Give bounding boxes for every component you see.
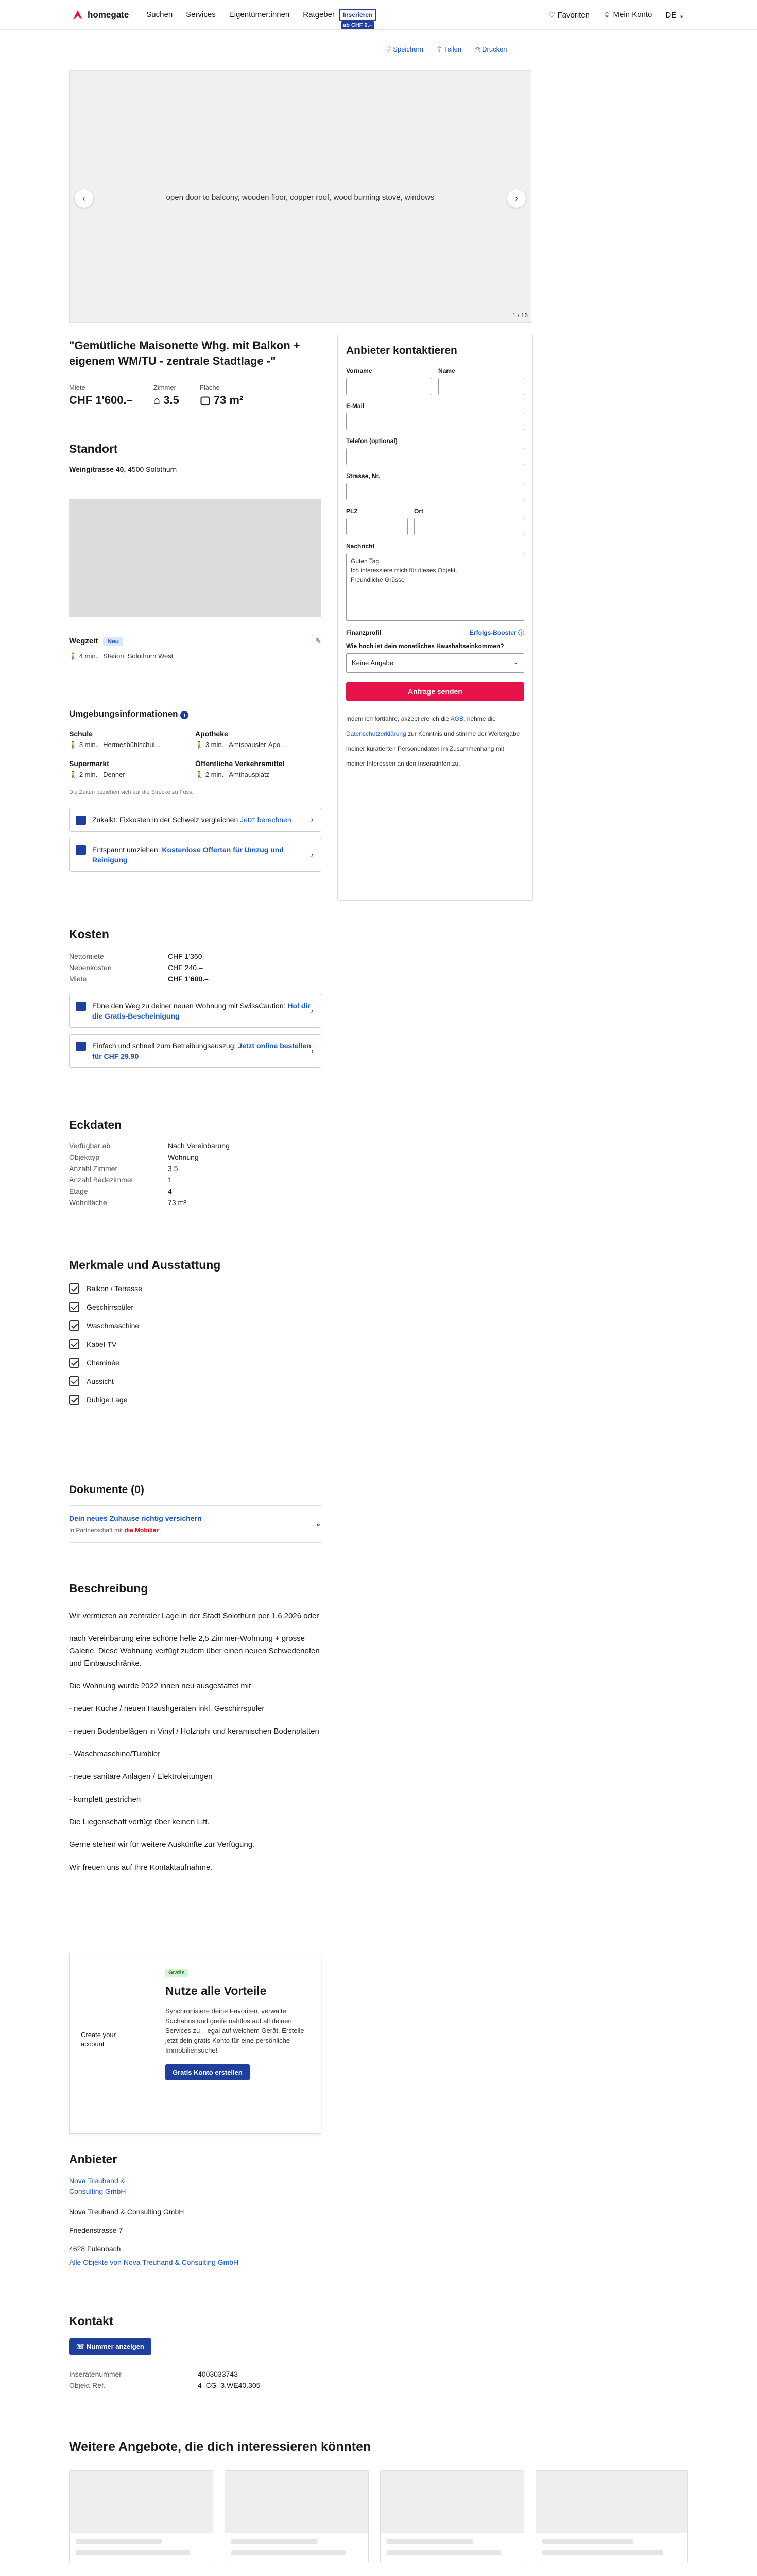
legal-text-1: Indem ich fortfahre, akzeptiere ich die <box>346 715 450 722</box>
create-account-text: Create your account <box>81 2031 116 2048</box>
walk-icon: 🚶 <box>195 771 204 778</box>
walk-icon: 🚶 <box>69 741 78 749</box>
walk-icon: 🚶 <box>195 741 204 749</box>
keydata-table <box>69 1140 321 1208</box>
features-heading: Merkmale und Ausstattung <box>69 1258 221 1272</box>
gallery-image-caption: open door to balcony, wooden floor, copper roof, wood burning stove, windows <box>166 193 435 202</box>
poi-item <box>69 759 195 779</box>
info-icon: ⓘ <box>518 629 524 636</box>
show-number-label: Nummer anzeigen <box>86 2343 144 2350</box>
offer-card-skeleton[interactable] <box>69 2470 213 2563</box>
account-label: Mein Konto <box>613 10 652 19</box>
finance-row <box>346 628 524 637</box>
keydata-row <box>69 1185 321 1197</box>
street-input[interactable] <box>346 483 524 500</box>
brand-name: homegate <box>88 9 129 20</box>
main-nav <box>146 10 335 19</box>
cost-value: CHF 240.– <box>168 963 203 972</box>
name-label: Name <box>438 367 455 375</box>
nav-eigentuemer[interactable]: Eigentümer:innen <box>229 10 290 19</box>
rooms-label: Zimmer <box>153 384 176 392</box>
chevron-right-icon: › <box>311 816 314 824</box>
gallery-counter: 1 / 16 <box>512 312 528 319</box>
phone-icon: ☏ <box>76 2343 85 2350</box>
feature-item <box>69 1298 321 1316</box>
fixkosten-link[interactable]: Jetzt berechnen <box>240 816 291 824</box>
feature-item <box>69 1335 321 1353</box>
plz-input[interactable] <box>346 518 408 535</box>
name-input[interactable] <box>438 378 524 395</box>
skeleton-line <box>231 2539 317 2544</box>
offer-card-skeleton[interactable] <box>536 2470 688 2563</box>
surroundings-heading <box>69 709 321 719</box>
poi-title: Öffentliche Verkehrsmittel <box>195 759 285 768</box>
cost-row <box>69 951 321 962</box>
contact-value: 4003033743 <box>198 2370 238 2378</box>
area-fact <box>200 384 243 407</box>
feature-label: Kabel-TV <box>87 1340 117 1348</box>
create-account-card <box>69 1953 321 2134</box>
poi-detail <box>69 741 195 749</box>
cost-key: Nebenkosten <box>69 963 112 972</box>
divider <box>69 1542 321 1543</box>
provider-address <box>69 2207 321 2254</box>
poi-time: 2 min. <box>79 771 98 778</box>
feature-label: Ruhige Lage <box>87 1396 128 1404</box>
check-icon <box>69 1320 79 1331</box>
skeleton-line <box>76 2550 190 2555</box>
provider-section <box>69 2153 321 2266</box>
keydata-value: 1 <box>168 1176 172 1184</box>
address-street: Weingitrasse 40, <box>69 465 126 473</box>
rooms-value <box>153 394 179 407</box>
nav-services[interactable]: Services <box>186 10 216 19</box>
check-icon <box>69 1358 79 1368</box>
chevron-left-icon: ‹ <box>82 193 85 204</box>
share-label: Teilen <box>444 45 462 53</box>
listing-title: "Gemütliche Maisonette Whg. mit Balkon + eigenem WM/TU - zentrale Stadtlage -" <box>69 339 300 367</box>
keydata-row <box>69 1174 321 1185</box>
contact-key: Objekt-Ref. <box>69 2381 106 2389</box>
cost-key: Nettomiete <box>69 952 104 960</box>
check-icon <box>69 1376 79 1386</box>
description-paragraph: - neuer Küche / neuen Haushgeräten inkl. Geschirrspüler <box>69 1704 265 1713</box>
divider <box>69 1505 321 1506</box>
keydata-value: 4 <box>168 1187 172 1195</box>
rent-label: Miete <box>69 384 85 392</box>
surroundings-heading-text: Umgebungsinformationen <box>69 709 178 719</box>
info-icon[interactable]: i <box>180 711 188 719</box>
poi-item <box>195 730 321 749</box>
description-paragraph: - komplett gestrichen <box>69 1795 141 1804</box>
agb-link[interactable]: AGB <box>450 715 464 722</box>
contact-heading: Kontakt <box>69 2314 113 2328</box>
swisscaution-text: Ebne den Weg zu deiner neuen Wohnung mit SwissCaution: <box>92 1002 286 1010</box>
homegate-logo[interactable] <box>72 9 129 21</box>
address <box>69 465 321 473</box>
mobiliar-logo: die Mobiliar <box>124 1527 159 1534</box>
gratis-badge: Gratis <box>165 1969 188 1977</box>
truck-icon <box>76 845 86 855</box>
poi-name: Amthausplatz <box>229 771 270 778</box>
email-label: E-Mail <box>346 402 365 410</box>
insurance-block[interactable] <box>69 1514 321 1534</box>
poi-title: Schule <box>69 730 93 738</box>
create-account-button[interactable]: Gratis Konto erstellen <box>165 2064 250 2080</box>
description-paragraph: - neuen Bodenbelägen in Vinyl / Holzriphi und keramischen Bodenplatten <box>69 1727 319 1736</box>
feature-item <box>69 1316 321 1335</box>
poi-name: Denner <box>103 771 125 778</box>
description-paragraph: Gerne stehen wir für weitere Auskünfte zur Verfügung. <box>69 1840 255 1849</box>
betreibung-text: Einfach und schnell zum Betreibungsauszug: <box>92 1042 236 1050</box>
check-icon <box>69 1395 79 1405</box>
nav-suchen[interactable]: Suchen <box>146 10 173 19</box>
umzug-card[interactable] <box>69 838 321 872</box>
skeleton-line <box>231 2550 346 2555</box>
homegate-logo-icon <box>72 9 83 21</box>
umzug-link[interactable]: Kostenlose Offerten für Umzug und Reinigung <box>92 845 284 864</box>
features-list <box>69 1279 321 1409</box>
check-icon <box>69 1283 79 1294</box>
plz-label: PLZ <box>346 507 358 515</box>
image-gallery[interactable] <box>69 70 531 323</box>
feature-item <box>69 1279 321 1298</box>
description-paragraph: Wir freuen uns auf Ihre Kontaktaufnahme. <box>69 1863 213 1872</box>
area-value <box>200 394 243 407</box>
poi-time: 3 min. <box>79 741 98 749</box>
rooms-number: 3.5 <box>163 394 179 406</box>
poi-detail <box>69 771 195 779</box>
share-icon: ⇪ <box>436 45 442 53</box>
fixkosten-card[interactable] <box>69 808 321 832</box>
keydata-value: 73 m² <box>168 1198 186 1207</box>
feature-item <box>69 1353 321 1372</box>
partner-label: In Partnerschaft mit <box>69 1527 123 1534</box>
costs-heading: Kosten <box>69 927 109 941</box>
commute-time: 4 min. <box>79 652 98 660</box>
keydata-key: Objekttyp <box>69 1153 100 1161</box>
swisscaution-link[interactable]: Hol dir die Gratis-Bescheinigung <box>92 1002 311 1020</box>
surroundings-section <box>69 709 321 872</box>
poi-item <box>195 759 321 779</box>
keydata-row <box>69 1140 321 1151</box>
more-offers-heading: Weitere Angebote, die dich interessieren könnten <box>69 2439 371 2454</box>
description-paragraph: - Waschmaschine/Tumbler <box>69 1750 161 1758</box>
form-heading: Anbieter kontaktieren <box>346 345 457 357</box>
area-icon: ▢ <box>199 394 211 406</box>
email-input[interactable] <box>346 413 524 430</box>
favorites-label: Favoriten <box>557 10 590 20</box>
keydata-row <box>69 1151 321 1163</box>
message-label: Nachricht <box>346 543 375 550</box>
privacy-link[interactable]: Datenschutzerklärung <box>346 730 406 737</box>
skeleton-image <box>70 2471 213 2533</box>
benefits-heading: Nutze alle Vorteile <box>165 1984 267 1997</box>
commute-info <box>69 652 321 660</box>
account-link[interactable] <box>603 10 652 19</box>
language-label: DE <box>665 10 677 20</box>
commute-destination: Station: Solothurn West <box>103 652 174 660</box>
chevron-down-icon: ⌄ <box>678 10 685 20</box>
rent-value: CHF 1'600.– <box>69 394 133 406</box>
cost-row <box>69 962 321 973</box>
heart-icon: ♡ <box>548 10 556 20</box>
contact-key: Inseratenummer <box>69 2370 122 2378</box>
address-city: 4500 Solothurn <box>128 465 177 473</box>
location-map[interactable] <box>69 499 321 617</box>
inserieren-label: Inserieren <box>343 11 373 19</box>
offer-card-skeleton[interactable] <box>225 2470 369 2563</box>
commute-section <box>69 637 321 673</box>
keydata-key: Anzahl Zimmer <box>69 1164 118 1173</box>
features-section <box>69 1258 321 1409</box>
street-label: Strasse, Nr. <box>346 472 381 480</box>
location-heading: Standort <box>69 442 118 455</box>
walk-icon: 🚶 <box>69 652 78 660</box>
cost-value: CHF 1'600.– <box>168 975 209 983</box>
poi-time: 3 min. <box>205 741 224 749</box>
provider-logo-link[interactable]: Nova Treuhand & Consulting GmbH <box>69 2177 126 2195</box>
description-paragraph: Die Liegenschaft verfügt über keinen Lift. <box>69 1818 210 1826</box>
print-button[interactable] <box>475 45 507 54</box>
feature-label: Aussicht <box>87 1377 114 1385</box>
contact-form <box>337 334 533 901</box>
chevron-right-icon: › <box>311 1007 314 1015</box>
income-select-value: Keine Angabe <box>352 659 393 667</box>
check-icon <box>69 1302 79 1312</box>
inserieren-price-tag: ab CHF 0.– <box>341 21 374 29</box>
income-select[interactable] <box>346 653 524 673</box>
edit-icon[interactable]: ✎ <box>315 637 321 645</box>
documents-section <box>69 1484 321 1543</box>
poi-name: Amtsbausler-Apo... <box>229 741 286 749</box>
poi-detail <box>195 771 321 779</box>
feature-item <box>69 1391 321 1409</box>
provider-city: 4628 Fulenbach <box>69 2245 121 2253</box>
legal-text-2: , nehme die <box>463 715 496 722</box>
chevron-right-icon: › <box>515 193 518 204</box>
feature-label: Cheminée <box>87 1359 119 1367</box>
legal-text <box>346 711 524 771</box>
betreibung-link[interactable]: Jetzt online bestellen für CHF 29.90 <box>92 1042 311 1060</box>
check-icon <box>69 1339 79 1349</box>
contact-row <box>69 2380 321 2391</box>
nav-ratgeber[interactable]: Ratgeber <box>303 10 335 19</box>
feature-label: Balkon / Terrasse <box>87 1284 142 1293</box>
rent-fact <box>69 384 133 407</box>
keydata-key: Wohnfläche <box>69 1198 107 1207</box>
heart-icon: ♡ <box>385 45 391 53</box>
poi-item <box>69 730 195 749</box>
shield-icon <box>76 1002 86 1011</box>
chevron-right-icon: › <box>311 1047 314 1056</box>
rooms-icon: ⌂ <box>153 394 161 406</box>
vorname-label: Vorname <box>346 367 372 375</box>
provider-heading: Anbieter <box>69 2153 117 2166</box>
message-textarea[interactable]: Guten Tag Ich interessiere mich für dieses Objekt. Freundliche Grüsse <box>346 553 524 621</box>
poi-detail <box>195 741 321 749</box>
walk-icon: 🚶 <box>69 771 78 778</box>
print-label: Drucken <box>482 45 507 53</box>
commute-title <box>69 637 321 646</box>
finance-booster-link[interactable] <box>470 628 524 637</box>
poi-name: Hermesbühlschul... <box>103 741 161 749</box>
skeleton-line <box>76 2539 162 2544</box>
ort-label: Ort <box>414 507 423 515</box>
legal-text-3: zur Kenntnis und stimme der Weitergabe meiner kuratierten Personendaten im Zusammenhang mit meiner Interessen an den Inseratinfen zu. <box>346 730 520 767</box>
favorites-link[interactable] <box>548 10 590 20</box>
benefits-content <box>165 1968 315 2080</box>
keydata-value: 3.5 <box>168 1164 178 1173</box>
provider-name: Nova Treuhand & Consulting GmbH <box>69 2208 184 2216</box>
chevron-down-icon: ⌄ <box>315 1519 321 1528</box>
costs-section <box>69 927 321 1068</box>
costs-table <box>69 951 321 985</box>
area-number: 73 m² <box>213 394 244 406</box>
listing-actions <box>385 45 507 54</box>
site-header <box>0 0 757 30</box>
benefits-text: Synchronisiere deine Favoriten, verwalte Suchabos und greife nahtlos auf all deinen Services zu – egal auf welchem Gerät. Erstelle jetzt dein gratis Konto für eine persönliche Immobiliensuche! <box>165 2007 304 2054</box>
skeleton-line <box>542 2550 663 2555</box>
keydata-key: Etage <box>69 1187 88 1195</box>
contact-section <box>69 2314 321 2391</box>
rooms-fact <box>153 384 179 407</box>
poi-grid <box>69 730 321 789</box>
insurance-link[interactable]: Dein neues Zuhause richtig versichern <box>69 1514 202 1522</box>
user-icon: ☺ <box>603 10 611 19</box>
keydata-section <box>69 1118 321 1208</box>
keydata-value: Nach Vereinbarung <box>168 1142 230 1150</box>
language-select[interactable] <box>665 10 685 20</box>
poi-title: Apotheke <box>195 730 228 738</box>
partner-line <box>69 1527 321 1534</box>
provider-street: Friedenstrasse 7 <box>69 2226 123 2234</box>
show-number-button[interactable] <box>69 2338 151 2355</box>
commute-title-text: Wegzeit <box>69 637 98 646</box>
keydata-key: Anzahl Badezimmer <box>69 1176 134 1184</box>
cost-value: CHF 1'360.– <box>168 952 209 960</box>
vorname-input[interactable] <box>346 378 432 395</box>
swisscaution-card[interactable] <box>69 994 321 1028</box>
contact-table <box>69 2368 321 2391</box>
skeleton-line <box>387 2539 473 2544</box>
poi-title: Supermarkt <box>69 759 109 768</box>
save-label: Speichern <box>393 45 423 53</box>
feature-label: Geschirrspüler <box>87 1303 134 1311</box>
finance-label: Finanzprofil <box>346 629 381 636</box>
finance-question: Wie hoch ist dein monatliches Haushaltseinkommen? <box>346 642 504 650</box>
contact-value: 4_CG_3.WE40.305 <box>198 2381 261 2389</box>
poi-time: 2 min. <box>205 771 224 778</box>
feature-item <box>69 1372 321 1391</box>
print-icon: ⎙ <box>475 45 480 53</box>
keydata-row <box>69 1163 321 1174</box>
new-badge: Neu <box>103 637 123 646</box>
offer-card-skeleton[interactable] <box>380 2470 524 2563</box>
description-paragraph: Wir vermieten an zentraler Lage in der Stadt Solothurn per 1.6.2026 oder <box>69 1612 319 1620</box>
key-facts <box>69 384 243 407</box>
contact-row <box>69 2368 321 2380</box>
keydata-row <box>69 1197 321 1208</box>
document-icon <box>76 1042 86 1051</box>
area-label: Fläche <box>199 384 220 392</box>
chevron-right-icon: › <box>311 851 314 859</box>
phone-label: Telefon (optional) <box>346 437 398 445</box>
keydata-value: Wohnung <box>168 1153 199 1161</box>
fixkosten-text: Zukalkt: Fixkosten in der Schweiz vergleichen <box>92 816 238 824</box>
description-section <box>69 1582 321 1884</box>
phone-input[interactable] <box>346 448 524 465</box>
skeleton-image <box>536 2471 687 2533</box>
poi-note: Die Zeiten beziehen sich auf die Strecke zu Fuss. <box>69 789 194 795</box>
gallery-prev-button[interactable] <box>75 189 93 208</box>
feature-label: Waschmaschine <box>87 1321 140 1330</box>
description-paragraph: - neue sanitäre Anlagen / Elektroleitungen <box>69 1772 213 1781</box>
skeleton-image <box>225 2471 368 2533</box>
location-section <box>69 442 321 473</box>
submit-request-button[interactable]: Anfrage senden <box>346 682 524 701</box>
keydata-heading: Eckdaten <box>69 1118 122 1131</box>
save-button[interactable] <box>385 45 423 54</box>
skeleton-line <box>387 2550 501 2555</box>
documents-heading: Dokumente (0) <box>69 1484 144 1496</box>
description-heading: Beschreibung <box>69 1582 148 1595</box>
ort-input[interactable] <box>414 518 524 535</box>
share-button[interactable] <box>437 45 461 54</box>
inserieren-button[interactable] <box>339 9 376 28</box>
calculator-icon <box>76 816 86 825</box>
skeleton-line <box>542 2539 633 2544</box>
cost-key: Miete <box>69 975 87 983</box>
cost-row <box>69 973 321 985</box>
gallery-next-button[interactable] <box>507 189 526 208</box>
all-objects-link[interactable]: Alle Objekte von Nova Treuhand & Consulting GmbH <box>69 2258 239 2266</box>
umzug-text: Entspannt umziehen: <box>92 845 160 854</box>
keydata-key: Verfügbar ab <box>69 1142 111 1150</box>
skeleton-image <box>381 2471 524 2533</box>
chevron-down-icon: ⌄ <box>513 658 519 666</box>
finance-booster-label: Erfolgs-Booster <box>469 629 517 636</box>
betreibung-card[interactable] <box>69 1034 321 1068</box>
description-paragraph: nach Vereinbarung eine schöne helle 2,5 Zimmer-Wohnung + grosse Galerie. Diese Wohnung verfügt zudem über einen neuen Schwedenofen und Einbauschränke. <box>69 1634 320 1668</box>
description-paragraph: Die Wohnung wurde 2022 innen neu ausgestattet mit <box>69 1682 251 1690</box>
